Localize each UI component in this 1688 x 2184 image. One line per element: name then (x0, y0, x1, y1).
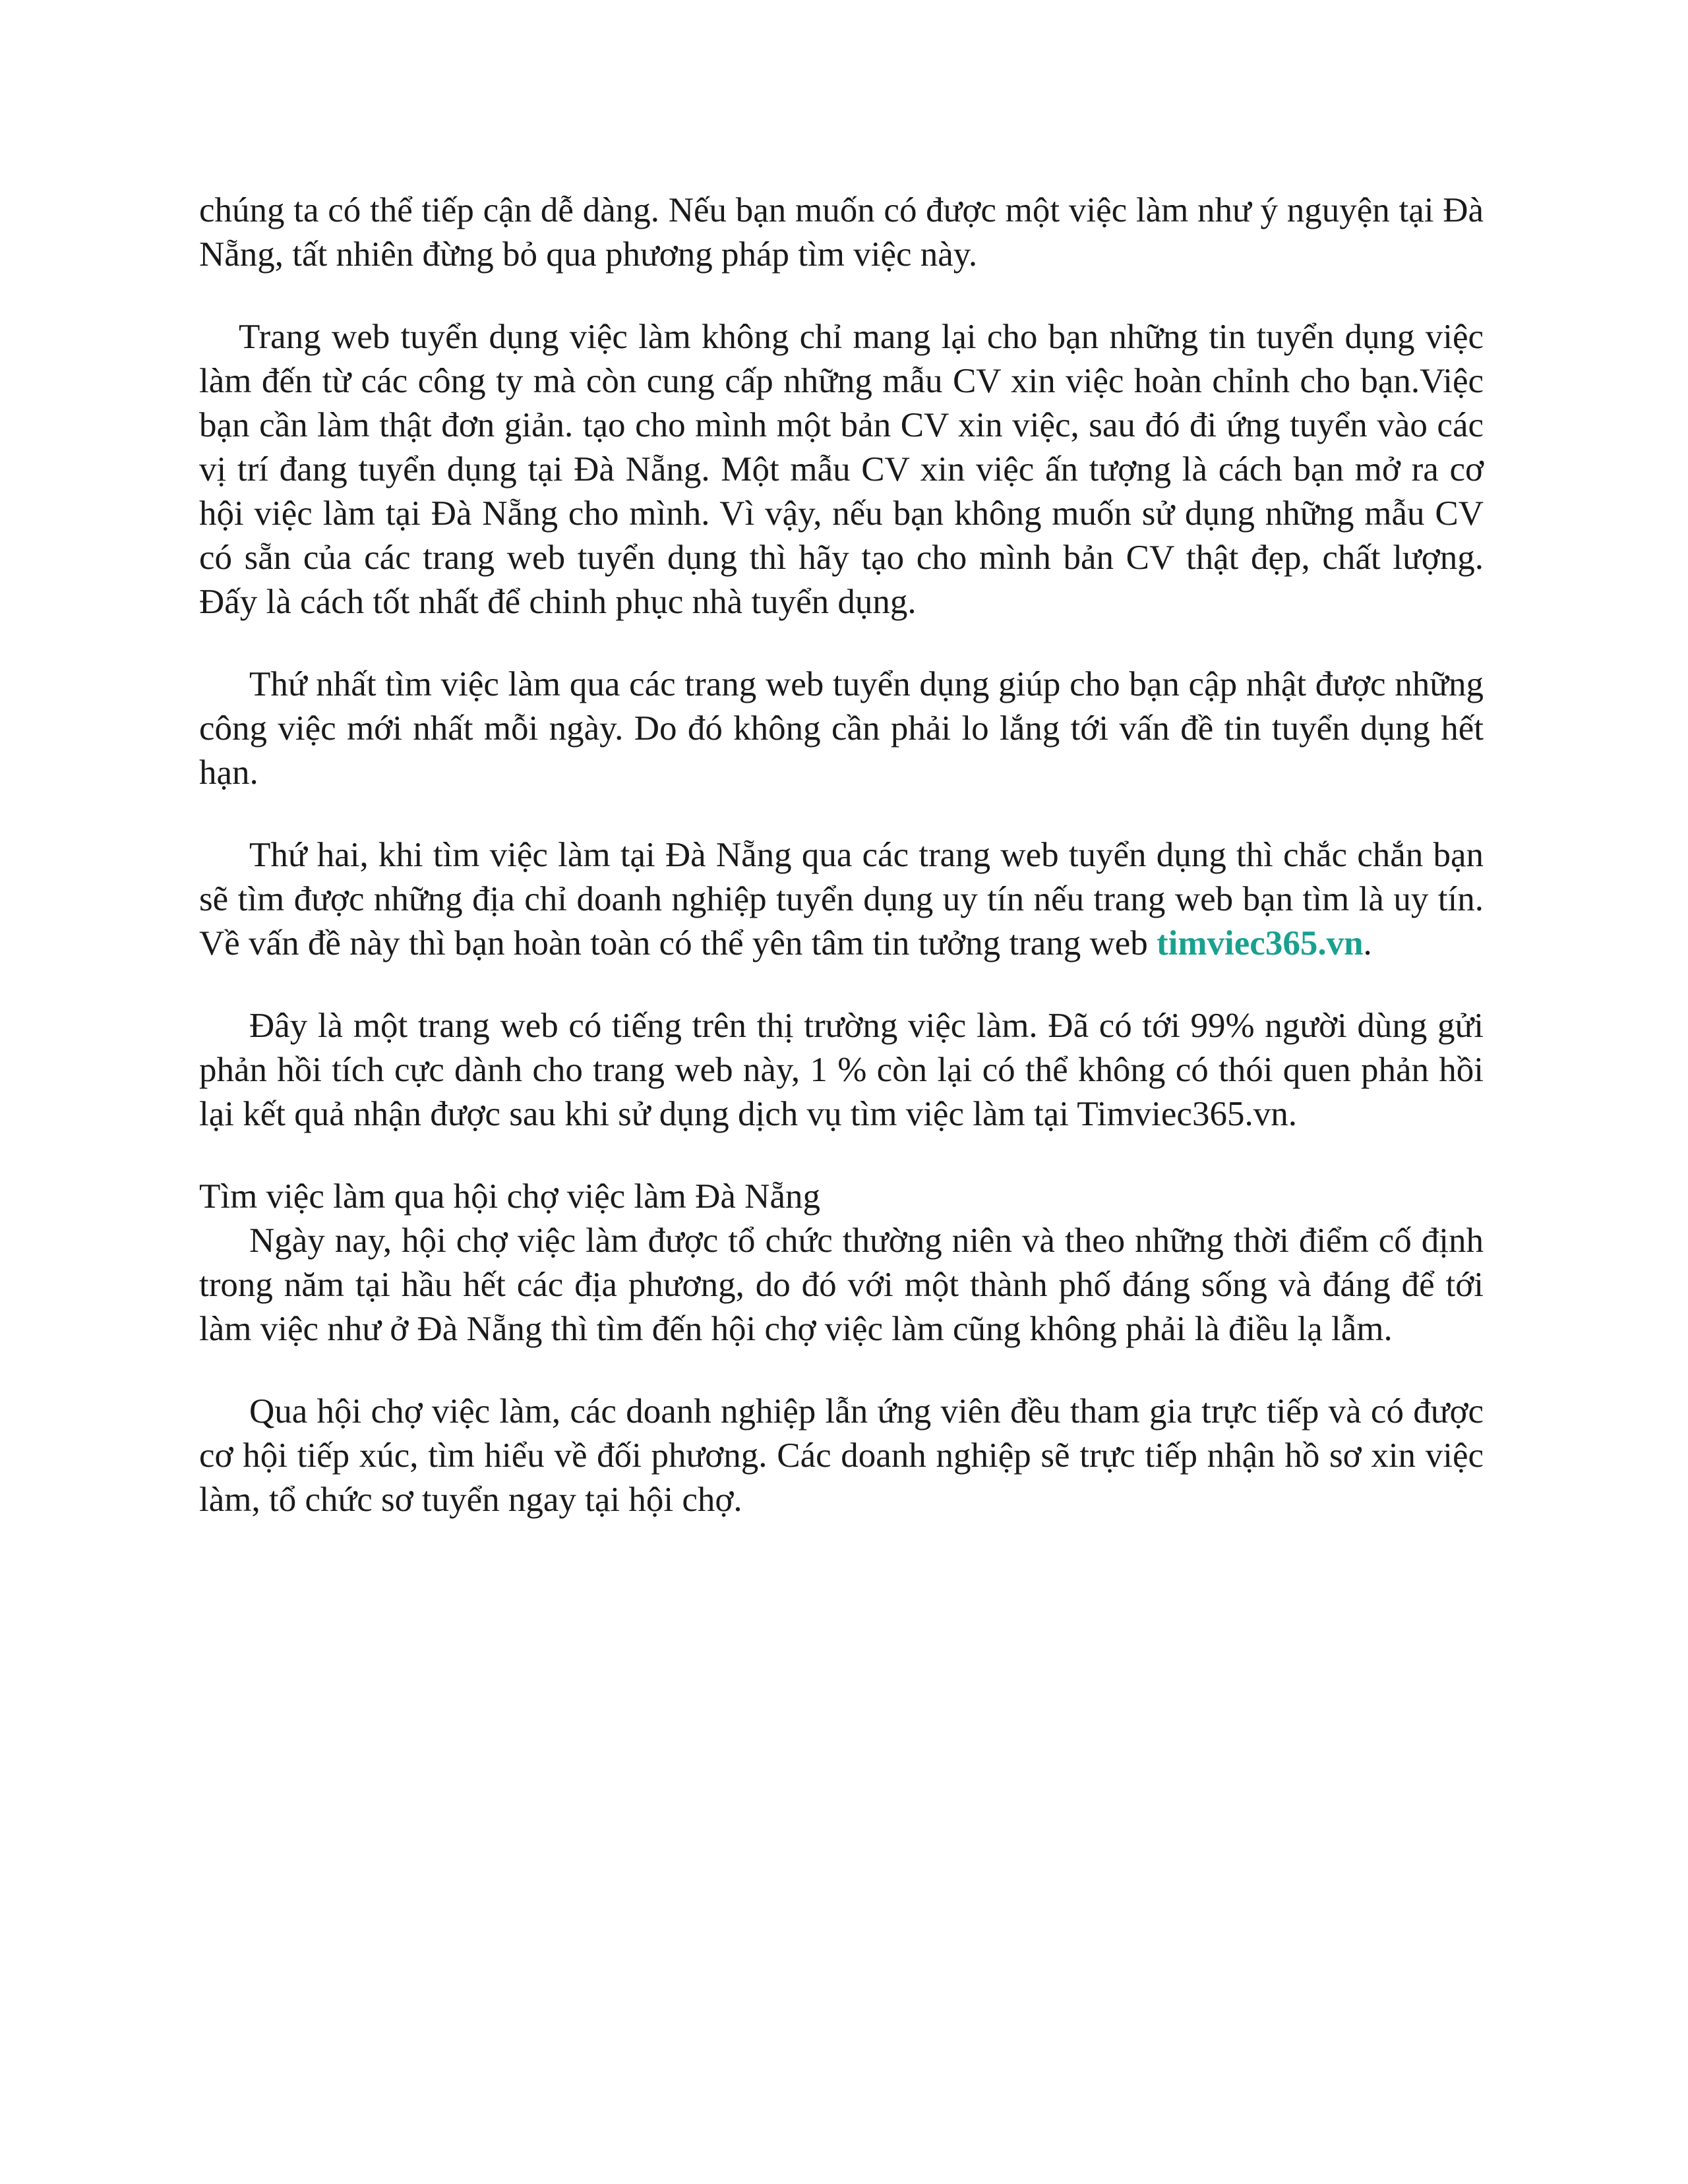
section-heading-job-fair: Tìm việc làm qua hội chợ việc làm Đà Nẵng (199, 1177, 820, 1216)
paragraph-second-benefit-end: . (1363, 924, 1372, 962)
paragraph-intro-continuation: chúng ta có thể tiếp cận dễ dàng. Nếu bạn muốn có được một việc làm như ý nguyện tại Đà Nẵng, tất nhiên đừng bỏ qua phương pháp tìm việc này. (199, 191, 1484, 274)
paragraph-job-websites: Trang web tuyển dụng việc làm không chỉ mang lại cho bạn những tin tuyển dụng việc làm đến từ các công ty mà còn cung cấp những mẫu CV xin việc hoàn chỉnh cho bạn.Việc bạn cần làm thật đơn giản. tạo cho mình một bản CV xin việc, sau đó đi ứng tuyển vào các vị trí đang tuyển dụng tại Đà Nẵng. Một mẫu CV xin việc ấn tượng là cách bạn mở ra cơ hội việc làm tại Đà Nẵng cho mình. Vì vậy, nếu bạn không muốn sử dụng những mẫu CV có sẵn của các trang web tuyển dụng thì hãy tạo cho mình bản CV thật đẹp, chất lượng. Đấy là cách tốt nhất để chinh phục nhà tuyển dụng. (199, 318, 1484, 621)
document-body (199, 189, 1484, 1522)
paragraph-first-benefit: Thứ nhất tìm việc làm qua các trang web tuyển dụng giúp cho bạn cập nhật được những công việc mới nhất mỗi ngày. Do đó không cần phải lo lắng tới vấn đề tin tuyển dụng hết hạn. (199, 665, 1484, 792)
paragraph-job-fair-details: Qua hội chợ việc làm, các doanh nghiệp lẫn ứng viên đều tham gia trực tiếp và có được cơ hội tiếp xúc, tìm hiểu về đối phương. Các doanh nghiệp sẽ trực tiếp nhận hồ sơ xin việc làm, tổ chức sơ tuyển ngay tại hội chợ. (199, 1392, 1484, 1519)
paragraph-job-fair: Ngày nay, hội chợ việc làm được tổ chức thường niên và theo những thời điểm cố định trong năm tại hầu hết các địa phương, do đó với một thành phố đáng sống và đáng để tới làm việc như ở Đà Nẵng thì tìm đến hội chợ việc làm cũng không phải là điều lạ lẫm. (199, 1222, 1484, 1348)
paragraph-second-benefit (199, 833, 1484, 966)
paragraph-second-benefit-text: Thứ hai, khi tìm việc làm tại Đà Nẵng qua các trang web tuyển dụng thì chắc chắn bạn sẽ tìm được những địa chỉ doanh nghiệp tuyển dụng uy tín nếu trang web bạn tìm là uy tín. Về vấn đề này thì bạn hoàn toàn có thể yên tâm tin tưởng trang web (199, 836, 1484, 962)
paragraph-reputation: Đây là một trang web có tiếng trên thị trường việc làm. Đã có tới 99% người dùng gửi phản hồi tích cực dành cho trang web này, 1 % còn lại có thể không có thói quen phản hồi lại kết quả nhận được sau khi sử dụng dịch vụ tìm việc làm tại Timviec365.vn. (199, 1007, 1484, 1133)
timviec365-link[interactable]: timviec365.vn (1157, 924, 1364, 962)
